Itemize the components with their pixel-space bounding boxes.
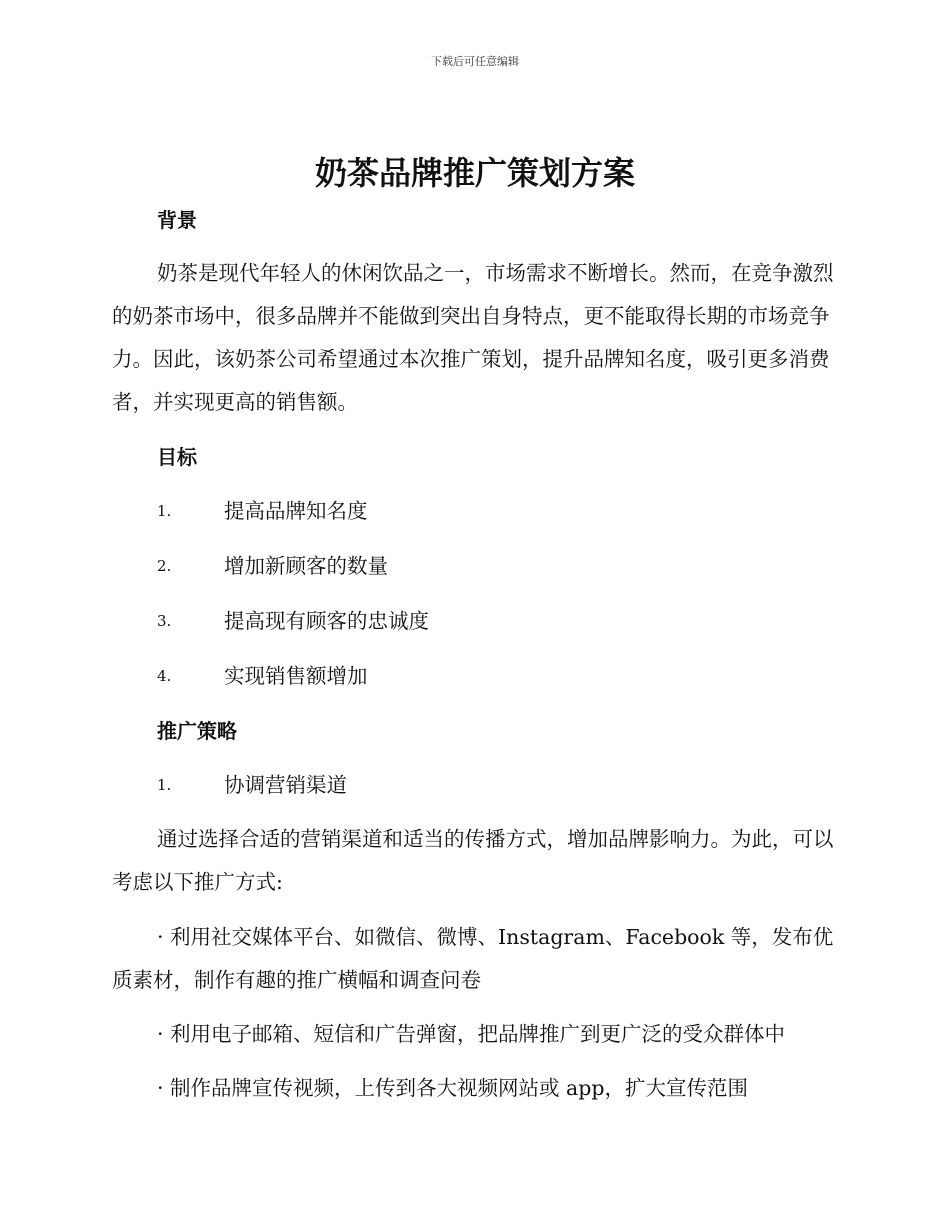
document-title: 奶茶品牌推广策划方案: [314, 154, 635, 192]
section-heading-background: 背景: [157, 208, 197, 232]
list-number: 3.: [157, 612, 172, 630]
list-number: 1.: [157, 776, 172, 794]
background-paragraph: 奶茶是现代年轻人的休闲饮品之一，市场需求不断增长。然而，在竞争激烈的奶茶市场中，很多品牌并不能做到突出自身特点，更不能取得长期的市场竞争力。因此，该奶茶公司希望通过本次推广策划，提升品牌知名度，吸引更多消费者，并实现更高的销售额。: [112, 261, 834, 414]
section-heading-strategy: 推广策略: [157, 719, 237, 743]
list-text: 提高品牌知名度: [224, 499, 368, 523]
list-number: 4.: [157, 667, 172, 685]
strategy-intro-paragraph: 通过选择合适的营销渠道和适当的传播方式，增加品牌影响力。为此，可以考虑以下推广方式:: [112, 827, 834, 894]
strategy-bullet: · 制作品牌宣传视频，上传到各大视频网站或 app，扩大宣传范围: [157, 1076, 749, 1100]
strategy-bullet: · 利用社交媒体平台、如微信、微博、Instagram、Facebook 等，发布优质素材，制作有趣的推广横幅和调查问卷: [112, 925, 834, 992]
page-header-note: 下载后可任意编辑: [431, 55, 519, 68]
strategy-bullet: · 利用电子邮箱、短信和广告弹窗，把品牌推广到更广泛的受众群体中: [157, 1022, 786, 1046]
list-text: 协调营销渠道: [224, 773, 347, 797]
list-number: 2.: [157, 557, 172, 575]
list-text: 实现销售额增加: [224, 664, 368, 688]
section-heading-goals: 目标: [157, 445, 197, 469]
list-text: 增加新顾客的数量: [224, 554, 388, 578]
list-number: 1.: [157, 502, 172, 520]
list-text: 提高现有顾客的忠诚度: [224, 609, 429, 633]
